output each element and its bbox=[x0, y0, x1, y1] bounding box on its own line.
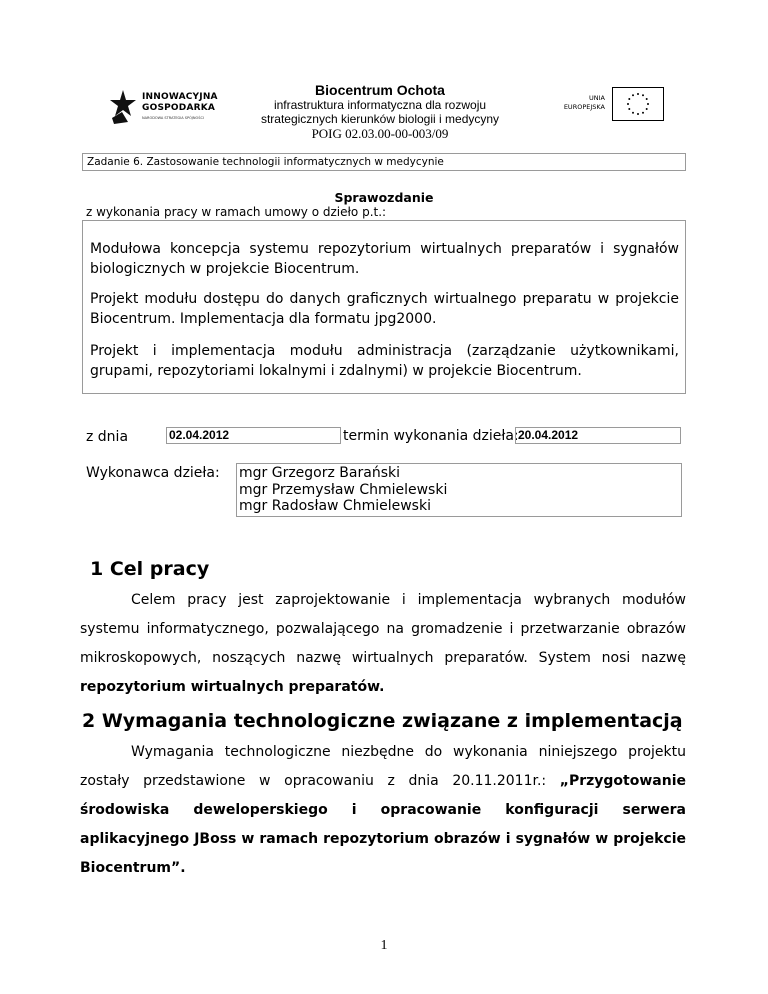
eu-label bbox=[555, 94, 605, 112]
eu-label-line2: EUROPEJSKA bbox=[563, 103, 605, 111]
date-from-field: 02.04.2012 bbox=[166, 427, 341, 444]
section-2-text: Wymagania technologiczne niezbędne do wykonania niniejszego projektu zostały przedstawione w opracowaniu z dnia 20.11.2011r.: bbox=[80, 744, 686, 789]
header-subtitle-1: infrastruktura informatyczna dla rozwoju bbox=[273, 98, 487, 112]
contractor-name: mgr Radosław Chmielewski bbox=[239, 498, 431, 514]
report-title: Sprawozdanie bbox=[334, 190, 434, 205]
work-title-2: Projekt modułu dostępu do danych graficznych wirtualnego preparatu w projekcie Biocentrum. Implementacja dla formatu jpg2000. bbox=[90, 291, 679, 327]
page-number: 1 bbox=[380, 938, 388, 953]
logo-line1: INNOWACYJNA bbox=[142, 92, 218, 102]
section-paragraph-2 bbox=[80, 738, 686, 883]
work-title-3: Projekt i implementacja modułu administracja (zarządzanie użytkownikami, grupami, repozytoriami lokalnymi i zdalnymi) w projekcie Biocentrum. bbox=[90, 343, 679, 379]
date-from-label: z dnia bbox=[86, 429, 129, 445]
contractor-name: mgr Grzegorz Barański bbox=[239, 465, 400, 481]
logo-sub: NARODOWA STRATEGIA SPÓJNOŚCI bbox=[142, 116, 204, 120]
section-1-text: Celem pracy jest zaprojektowanie i implementacja wybranych modułów systemu informatycznego, pozwalającego na gromadzenie i przetwarzanie obrazów mikroskopowych, noszących nazwę wirtualnych preparatów. System nosi nazwę bbox=[80, 592, 686, 666]
eu-flag-icon bbox=[612, 87, 664, 121]
logo-line2: GOSPODARKA bbox=[142, 103, 216, 113]
section-heading-2: 2 Wymagania technologiczne związane z implementacją bbox=[82, 710, 683, 732]
work-title-1: Modułowa koncepcja systemu repozytorium wirtualnych preparatów i sygnałów biologicznych w projekcie Biocentrum. bbox=[90, 241, 679, 277]
contractor-name: mgr Przemysław Chmielewski bbox=[239, 481, 448, 498]
contractor-box bbox=[236, 463, 682, 517]
deadline-label: termin wykonania dzieła: bbox=[343, 428, 519, 444]
section-paragraph-1 bbox=[80, 586, 686, 702]
report-subtitle: z wykonania pracy w ramach umowy o dzieło p.t.: bbox=[86, 205, 387, 219]
section-2-bold: „Przygotowanie środowiska deweloperskiego i opracowanie konfiguracji serwera aplikacyjnego JBoss w ramach repozytorium obrazów i sygnałów w projekcie Biocentrum”. bbox=[80, 773, 686, 876]
task-box: Zadanie 6. Zastosowanie technologii informatycznych w medycynie bbox=[82, 153, 686, 171]
header-title: Biocentrum Ochota bbox=[315, 82, 445, 98]
deadline-field: 20.04.2012 bbox=[515, 427, 681, 444]
section-heading-1: 1 Cel pracy bbox=[90, 558, 210, 580]
header-subtitle-2: strategicznych kierunków biologii i medycyny bbox=[260, 112, 500, 126]
logo-star-icon bbox=[108, 88, 138, 124]
innowacyjna-gospodarka-logo bbox=[108, 86, 223, 126]
header-poig-number: POIG 02.03.00-00-003/09 bbox=[311, 126, 449, 141]
work-titles-box bbox=[82, 220, 686, 394]
section-1-bold: repozytorium wirtualnych preparatów. bbox=[80, 679, 385, 695]
contractor-label: Wykonawca dzieła: bbox=[86, 465, 220, 481]
eu-label-line1: UNIA bbox=[589, 94, 605, 102]
